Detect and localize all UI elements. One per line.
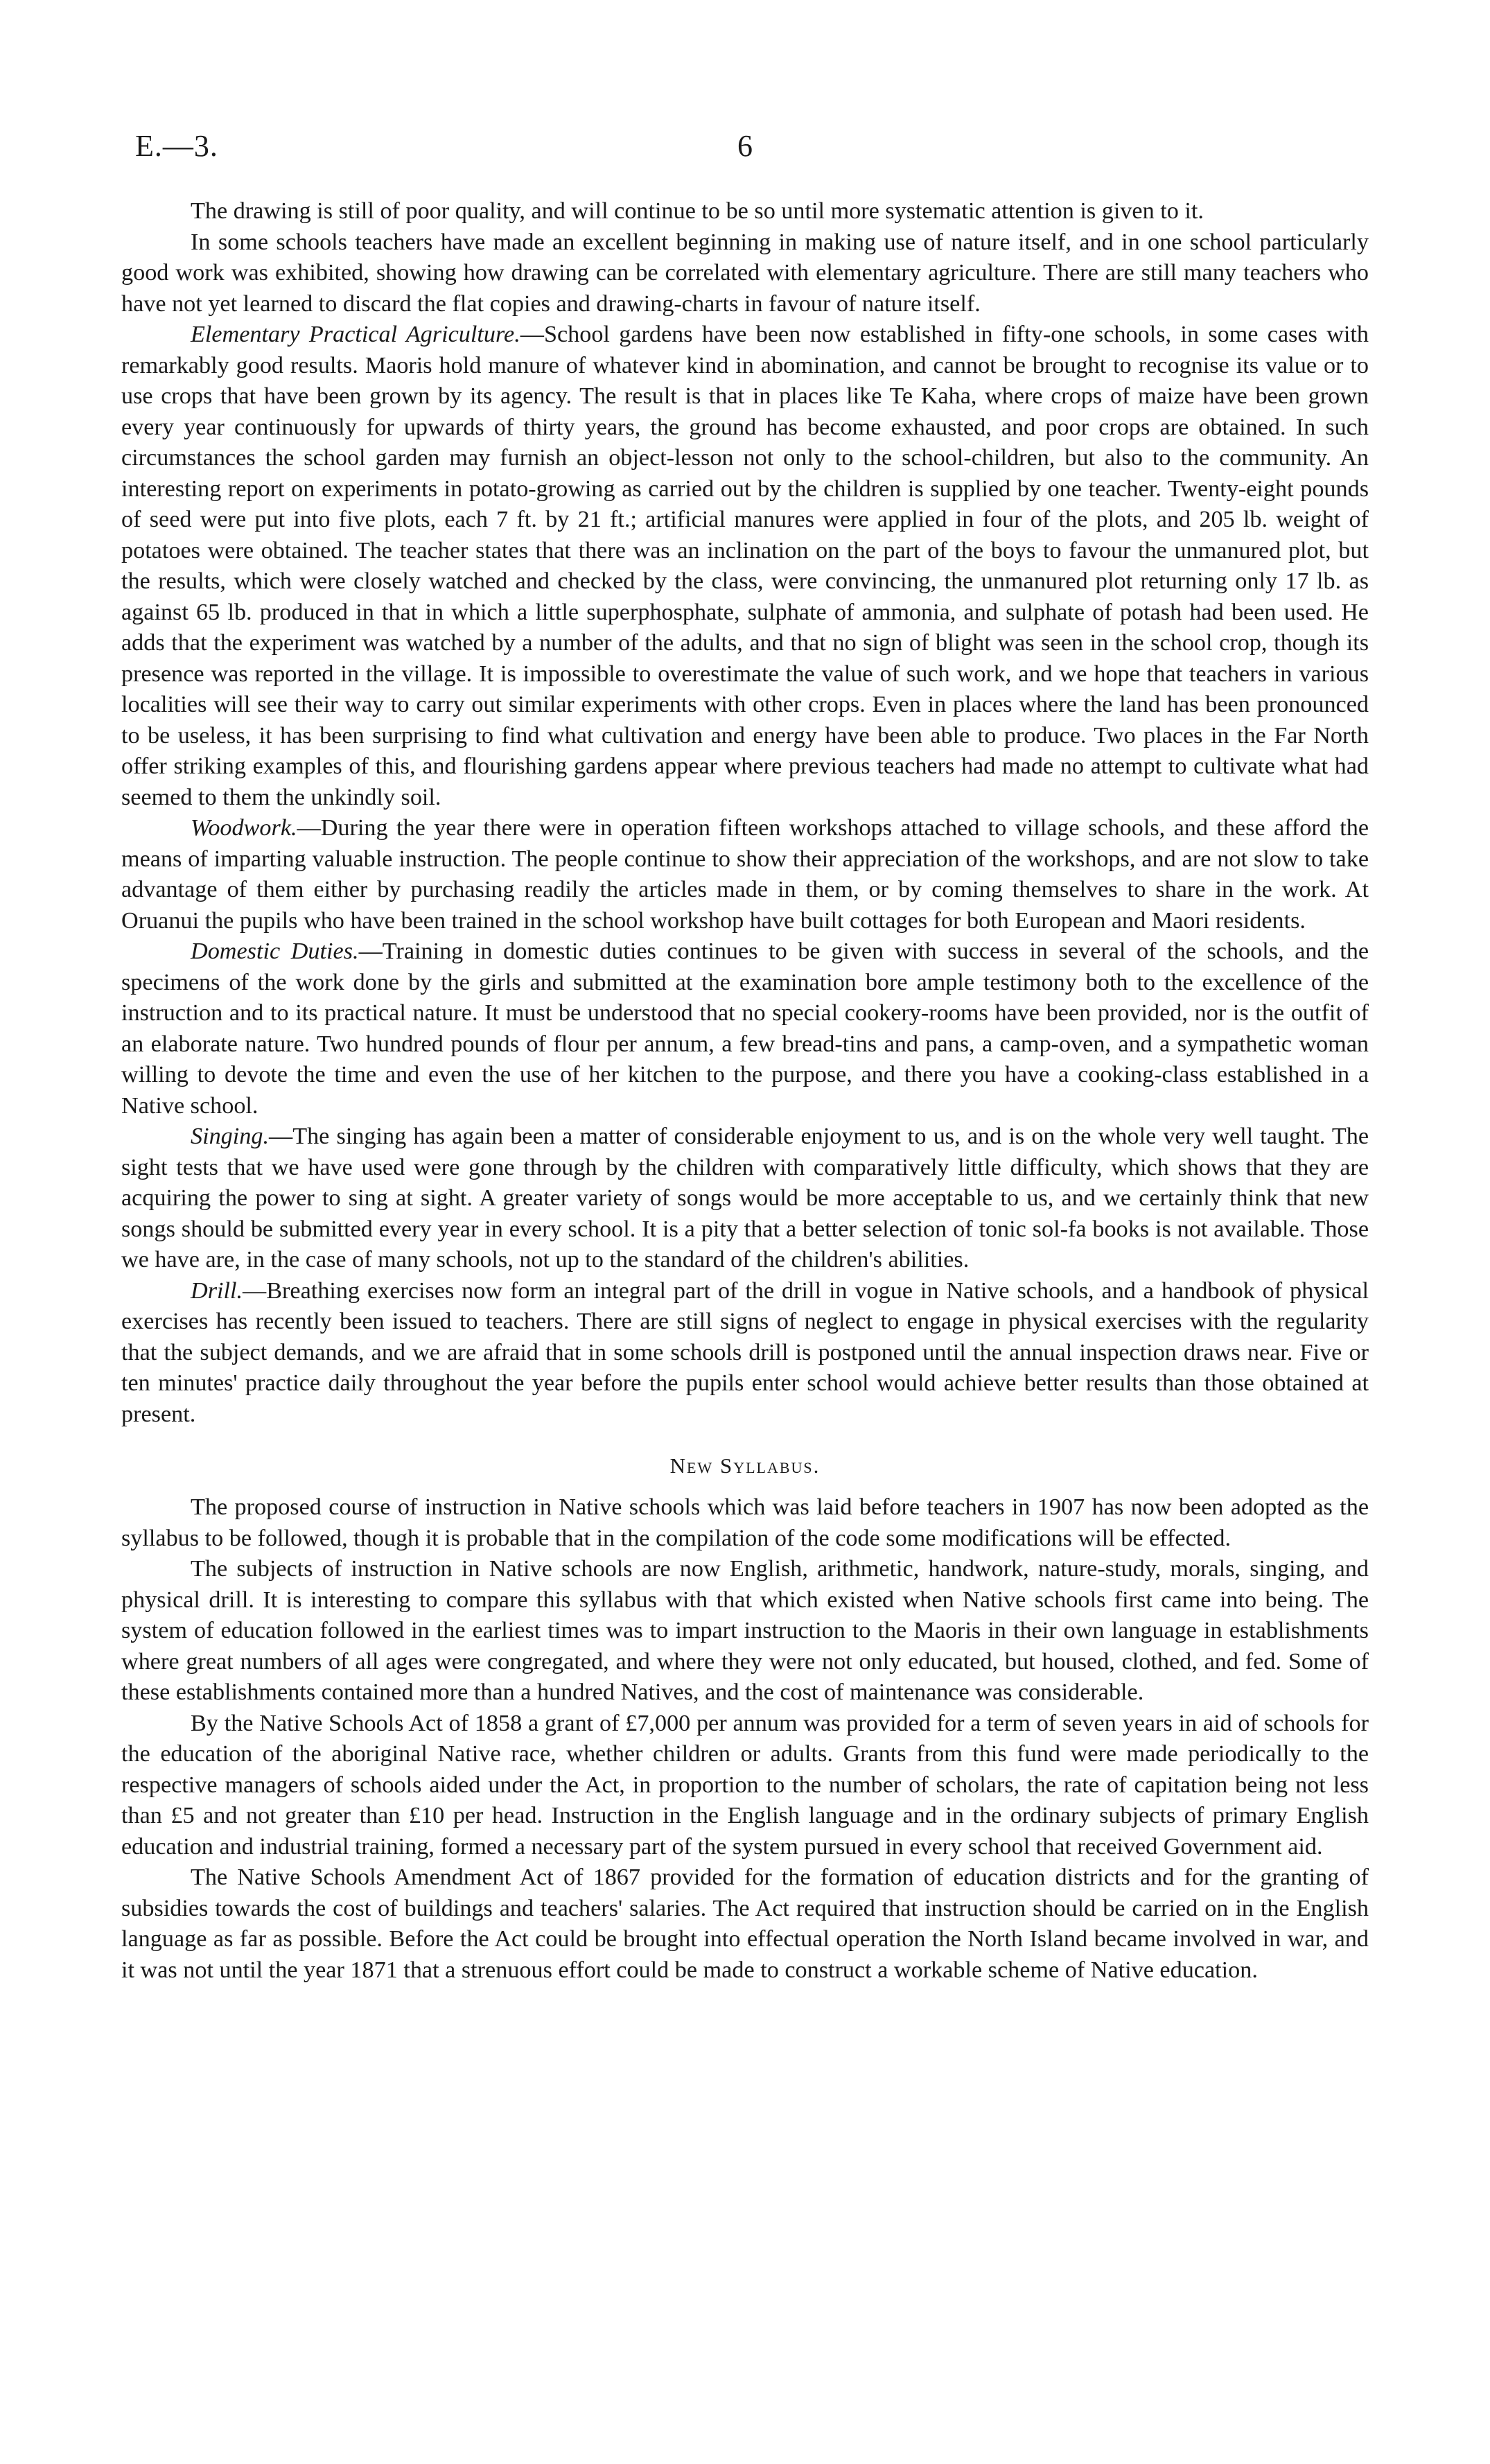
paragraph-text: In some schools teachers have made an excellent beginning in making use of nature itself, and in one school particularly good work was exhibited, showing how drawing can be correlated with elementary agriculture. There are still many teachers who have not yet learned to discard the flat copies and drawing-charts in favour of nature itself.: [121, 229, 1369, 317]
paragraph-text: The proposed course of instruction in Native schools which was laid before teachers in 1907 has now been adopted as the syllabus to be followed, though it is probable that in the compilation of the code some modifications will be effected.: [121, 1494, 1369, 1551]
paragraph-agriculture: [121, 320, 1369, 813]
body-before-heading: [121, 196, 1369, 1430]
paragraph-lead: Domestic Duties.: [191, 938, 359, 964]
paragraph-lead: Elementary Practical Agriculture.: [191, 322, 520, 347]
paragraph: [121, 227, 1369, 320]
paragraph-text: The drawing is still of poor quality, and will continue to be so until more systematic attention is given to it.: [191, 198, 1204, 224]
paragraph: [121, 1862, 1369, 1986]
paragraph-text: —The singing has again been a matter of considerable enjoyment to us, and is on the whole very well taught. The sight tests that we have used were gone through by the children with comparatively little difficulty, which shows that they are acquiring the power to sing at sight. A greater variety of songs would be more acceptable to us, and we certainly think that new songs should be submitted every year in every school. It is a pity that a better selection of tonic sol-fa books is not available. Those we have are, in the case of many schools, not up to the standard of the children's abilities.: [121, 1124, 1369, 1273]
paragraph-text: The subjects of instruction in Native schools are now English, arithmetic, handwork, nature-study, morals, singing, and physical drill. It is interesting to compare this syllabus with that which existed when Native schools first came into being. The system of education followed in the earliest times was to impart instruction to the Maoris in their own language in establishments where great numbers of all ages were congregated, and where they were not only educated, but housed, clothed, and fed. Some of these establishments contained more than a hundred Natives, and the cost of maintenance was considerable.: [121, 1556, 1369, 1705]
paragraph-text: —Training in domestic duties continues to be given with success in several of the schools, and the specimens of the work done by the girls and submitted at the examination bore ample testimony both to the excellence of the instruction and to its practical nature. It must be understood that no special cookery-rooms have been provided, nor is the outfit of an elaborate nature. Two hundred pounds of flour per annum, a few bread-tins and pans, a camp-oven, and a sympathetic woman willing to devote the time and even the use of her kitchen to the purpose, and there you have a cooking-class established in a Native school.: [121, 938, 1369, 1119]
section-heading: New Syllabus.: [669, 1453, 821, 1478]
paragraph-text: The Native Schools Amendment Act of 1867 provided for the formation of education districts and for the granting of subsidies towards the cost of buildings and teachers' salaries. The Act required that instruction should be carried on in the English language as far as possible. Before the Act could be brought into effectual operation the North Island became involved in war, and it was not until the year 1871 that a strenuous effort could be made to construct a workable scheme of Native education.: [121, 1864, 1369, 1983]
paragraph-lead: Drill.: [191, 1277, 243, 1304]
paragraph-singing: [121, 1121, 1369, 1276]
paragraph: [121, 196, 1369, 227]
paragraph: [121, 1709, 1369, 1863]
paragraph-woodwork: [121, 813, 1369, 936]
paragraph-text: —During the year there were in operation fifteen workshops attached to village schools, and these afford the means of imparting valuable instruction. The people continue to show their appreciation of the workshops, and are not slow to take advantage of them either by purchasing readily the articles made in them, or by coming themselves to share in the work. At Oruanui the pupils who have been trained in the school workshop have built cottages for both European and Maori residents.: [121, 815, 1369, 934]
document-code: E.—3.: [135, 129, 218, 163]
paragraph-lead: Woodwork.: [191, 815, 297, 841]
paragraph-text: —Breathing exercises now form an integral part of the drill in vogue in Native schools, and a handbook of physical exercises has recently been issued to teachers. There are still signs of neglect to engage in physical exercises with the regularity that the subject demands, and we are afraid that in some schools drill is postponed until the annual inspection draws near. Five or ten minutes' practice daily throughout the year before the pupils enter school would achieve better results than those obtained at present.: [121, 1277, 1369, 1427]
paragraph-text: —School gardens have been now established in fifty-one schools, in some cases with remarkably good results. Maoris hold manure of whatever kind in abomination, and cannot be brought to recognise its value or to use crops that have been grown by its agency. The result is that in places like Te Kaha, where crops of maize have been grown every year continuously for upwards of thirty years, the ground has become exhausted, and poor crops are obtained. In such circumstances the school garden may furnish an object-lesson not only to the school-children, but also to the community. An interesting report on experiments in potato-growing as carried out by the children is supplied by one teacher. Twenty-eight pounds of seed were put into five plots, each 7 ft. by 21 ft.; artificial manures were applied in four of the plots, and 205 lb. weight of potatoes were obtained. The teacher states that there was an inclination on the part of the boys to favour the unmanured plot, but the results, which were closely watched and checked by the class, were convincing, the unmanured plot returning only 17 lb. as against 65 lb. produced in that in which a little superphosphate, sulphate of ammonia, and sulphate of potash had been used. He adds that the experiment was watched by a number of the adults, and that no sign of blight was seen in the school crop, though its presence was reported in the village. It is impossible to overestimate the value of such work, and we hope that teachers in various localities will see their way to carry out similar experiments with other crops. Even in places where the land has been pronounced to be useless, it has been surprising to find what cultivation and energy have been able to produce. Two places in the Far North offer striking examples of this, and flourishing gardens appear where previous teachers had made no attempt to cultivate what had seemed to them the unkindly soil.: [121, 322, 1369, 810]
page-number: 6: [737, 129, 753, 163]
paragraph: [121, 1492, 1369, 1554]
paragraph: [121, 1554, 1369, 1709]
body-after-heading: [121, 1492, 1369, 1986]
paragraph-lead: Singing.: [191, 1124, 270, 1149]
paragraph-domestic-duties: [121, 936, 1369, 1121]
paragraph-drill: [121, 1276, 1369, 1431]
page-header: [121, 128, 1369, 177]
paragraph-text: By the Native Schools Act of 1858 a grant of £7,000 per annum was provided for a term of seven years in aid of schools for the education of the aboriginal Native race, whether children or adults. Grants from this fund were made periodically to the respective managers of schools aided under the Act, in proportion to the number of scholars, the rate of capitation being not less than £5 and not greater than £10 per head. Instruction in the English language and in the ordinary subjects of primary English education and industrial training, formed a necessary part of the system pursued in every school that received Government aid.: [121, 1710, 1369, 1860]
